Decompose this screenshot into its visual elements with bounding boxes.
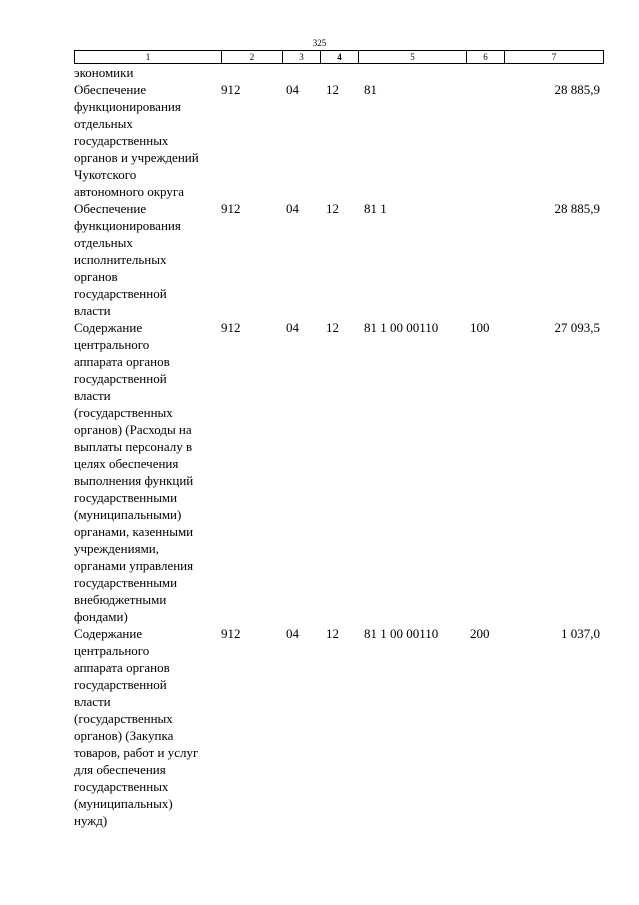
row-name: Содержание центрального аппарата органов государственной власти (государственных органов) (Закупка товаров, работ и услуг для обеспечения государственных (муниципальных) нужд) [74, 626, 199, 828]
row-target [358, 64, 466, 81]
row-code [221, 64, 282, 81]
row-type: 200 [470, 626, 490, 641]
table-row [74, 81, 603, 200]
row-name: Обеспечение функционирования отдельных государственных органов и учреждений Чукотского автономного округа [74, 82, 199, 199]
row-subsection: 12 [326, 626, 339, 641]
page-number: 325 [312, 38, 327, 48]
column-header-3: 3 [283, 51, 321, 64]
column-header-4: 4 [321, 51, 359, 64]
column-header-table [74, 50, 604, 64]
column-header-7: 7 [505, 51, 604, 64]
row-amount [504, 64, 603, 81]
row-code: 912 [221, 82, 241, 97]
table-row [74, 625, 603, 829]
row-subsection: 12 [326, 201, 339, 216]
column-header-6: 6 [467, 51, 505, 64]
row-name: Содержание центрального аппарата органов государственной власти (государственных органов) (Расходы на выплаты персоналу в целях обеспечения выполнения функций государственными (муниципальными) органами, казенными учреждениями, органами управления государственными внебюджетными фондами) [74, 320, 194, 624]
row-type: 100 [470, 320, 490, 335]
row-type [466, 81, 504, 200]
row-section: 04 [286, 201, 299, 216]
row-target: 81 [364, 82, 377, 97]
row-section: 04 [286, 320, 299, 335]
row-subsection: 12 [326, 82, 339, 97]
row-subsection [320, 64, 358, 81]
column-header-row [75, 51, 604, 64]
row-type [466, 64, 504, 81]
row-target: 81 1 [364, 201, 387, 216]
table-row [74, 200, 603, 319]
row-amount: 27 093,5 [554, 320, 600, 335]
table-row [74, 64, 603, 81]
row-amount: 1 037,0 [561, 626, 600, 641]
row-section [282, 64, 320, 81]
row-code: 912 [221, 626, 241, 641]
row-code: 912 [221, 201, 241, 216]
column-header-5: 5 [359, 51, 467, 64]
row-target: 81 1 00 00110 [364, 320, 439, 335]
row-section: 04 [286, 82, 299, 97]
row-amount: 28 885,9 [554, 82, 600, 97]
row-name: Обеспечение функционирования отдельных исполнительных органов государственной власти [74, 201, 181, 318]
row-name: экономики [74, 65, 134, 80]
row-section: 04 [286, 626, 299, 641]
row-type [466, 200, 504, 319]
row-code: 912 [221, 320, 241, 335]
column-header-2: 2 [222, 51, 283, 64]
column-header-1: 1 [75, 51, 222, 64]
budget-table [74, 64, 603, 829]
row-amount: 28 885,9 [554, 201, 600, 216]
row-subsection: 12 [326, 320, 339, 335]
table-row [74, 319, 603, 625]
row-target: 81 1 00 00110 [364, 626, 439, 641]
